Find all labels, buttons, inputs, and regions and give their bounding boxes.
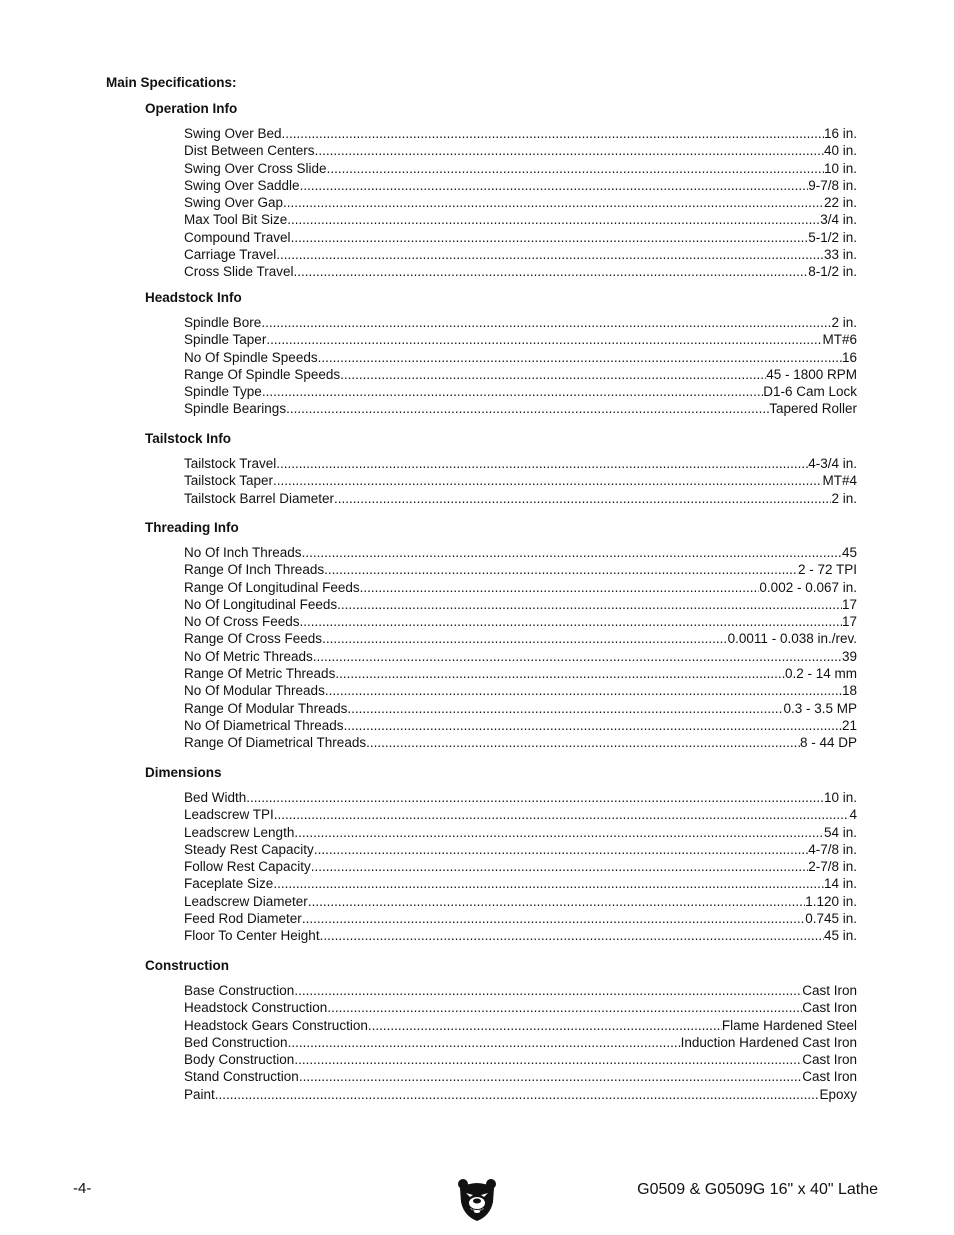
spec-value: 1.120 in. <box>805 893 857 909</box>
spec-value: 3/4 in. <box>820 212 857 228</box>
spec-section <box>145 100 857 281</box>
dot-leader <box>308 893 805 910</box>
spec-row <box>184 927 857 944</box>
spec-value: 10 in. <box>823 790 857 805</box>
spec-label: Swing Over Bed <box>184 126 282 141</box>
spec-label: No Of Diametrical Threads <box>184 717 344 733</box>
spec-label: Spindle Bore <box>184 315 262 330</box>
spec-label: Tailstock Taper <box>184 473 274 489</box>
spec-label: Headstock Gears Construction <box>184 1017 368 1033</box>
dot-leader <box>294 1051 802 1068</box>
dot-leader <box>368 1017 722 1034</box>
spec-row <box>184 858 857 875</box>
dot-leader <box>344 717 842 734</box>
spec-section <box>145 519 857 752</box>
spec-label: Range Of Longitudinal Feeds <box>184 579 360 595</box>
spec-label: Faceplate Size <box>184 876 274 892</box>
spec-label: Leadscrew Diameter <box>184 893 308 909</box>
dot-leader <box>347 700 783 717</box>
spec-label: Range Of Diametrical Threads <box>184 735 367 751</box>
spec-row <box>184 682 857 699</box>
spec-value: 45 in. <box>823 928 857 944</box>
spec-section <box>145 430 857 507</box>
dot-leader <box>294 263 809 280</box>
spec-value: Induction Hardened Cast Iron <box>680 1034 857 1050</box>
spec-label: Range Of Inch Threads <box>184 562 325 578</box>
spec-label: Spindle Bearings <box>184 401 287 417</box>
spec-label: No Of Longitudinal Feeds <box>184 596 338 612</box>
spec-row <box>184 875 857 892</box>
dot-leader <box>340 366 766 383</box>
spec-row <box>184 229 857 246</box>
dot-leader <box>314 841 808 858</box>
spec-row <box>184 717 857 734</box>
dot-leader <box>294 982 802 999</box>
spec-value: MT#4 <box>822 473 857 489</box>
dot-leader <box>300 177 809 194</box>
spec-row <box>184 472 857 489</box>
spec-label: Floor To Center Height <box>184 928 320 944</box>
spec-label: Stand Construction <box>184 1069 299 1085</box>
spec-row <box>184 142 857 159</box>
spec-label: Compound Travel <box>184 229 291 245</box>
spec-value: 22 in. <box>823 195 857 211</box>
section-title: Tailstock Info <box>145 431 232 446</box>
spec-value: 0.2 - 14 mm <box>784 666 857 682</box>
dot-leader <box>315 142 824 159</box>
spec-row <box>184 734 857 751</box>
dot-leader <box>320 927 824 944</box>
spec-value: Cast Iron <box>802 1000 857 1016</box>
spec-value: 17 <box>841 614 857 630</box>
spec-row <box>184 263 857 280</box>
spec-row <box>184 383 857 400</box>
dot-leader <box>291 229 809 246</box>
spec-row <box>184 561 857 578</box>
spec-label: Steady Rest Capacity <box>184 841 314 857</box>
spec-list <box>184 455 857 507</box>
spec-row <box>184 700 857 717</box>
spec-value: 2 in. <box>831 490 857 506</box>
spec-value: 4-7/8 in. <box>808 841 857 857</box>
spec-list <box>184 314 857 418</box>
dot-leader <box>360 579 760 596</box>
spec-value: 39 <box>841 648 857 664</box>
spec-row <box>184 194 857 211</box>
spec-row <box>184 544 857 561</box>
spec-value: MT#6 <box>822 332 857 348</box>
spec-value: 0.002 - 0.067 in. <box>759 579 857 595</box>
dot-leader <box>318 349 842 366</box>
dot-leader <box>276 246 824 263</box>
spec-list <box>184 982 857 1103</box>
spec-label: Follow Rest Capacity <box>184 859 311 875</box>
dot-leader <box>302 544 842 561</box>
spec-value: 33 in. <box>823 247 857 263</box>
spec-value: 0.745 in. <box>805 911 857 927</box>
spec-value: 8 - 44 DP <box>799 735 857 751</box>
spec-label: Range Of Spindle Speeds <box>184 366 341 382</box>
spec-value: Cast Iron <box>802 1069 857 1085</box>
spec-label: Bed Construction <box>184 1034 288 1050</box>
spec-section <box>145 764 857 945</box>
dot-leader <box>215 1086 820 1103</box>
spec-value: 5-1/2 in. <box>808 229 857 245</box>
spec-row <box>184 665 857 682</box>
spec-value: 45 - 1800 RPM <box>766 366 857 382</box>
spec-row <box>184 1068 857 1085</box>
spec-label: Bed Width <box>184 790 247 805</box>
spec-row <box>184 400 857 417</box>
dot-leader <box>286 400 769 417</box>
dot-leader <box>311 858 808 875</box>
spec-label: Tailstock Travel <box>184 456 277 471</box>
bear-head-logo-icon <box>457 1176 497 1222</box>
spec-value: D1-6 Cam Lock <box>763 384 857 400</box>
spec-section <box>145 289 857 418</box>
spec-value: 17 <box>841 596 857 612</box>
spec-list <box>184 544 857 752</box>
spec-row <box>184 455 857 472</box>
spec-row <box>184 349 857 366</box>
spec-value: Tapered Roller <box>769 401 857 417</box>
spec-value: 45 <box>841 545 857 560</box>
dot-leader <box>282 125 824 142</box>
spec-label: No Of Spindle Speeds <box>184 349 318 365</box>
main-specifications-heading: Main Specifications: <box>106 75 237 90</box>
spec-row <box>184 1034 857 1051</box>
spec-value: 4-3/4 in. <box>808 456 857 471</box>
spec-label: Swing Over Cross Slide <box>184 160 327 176</box>
dot-leader <box>334 490 831 507</box>
page-number: -4- <box>73 1180 92 1197</box>
dot-leader <box>324 561 798 578</box>
spec-row <box>184 177 857 194</box>
dot-leader <box>366 734 800 751</box>
dot-leader <box>262 383 763 400</box>
spec-value: 21 <box>841 717 857 733</box>
spec-value: Cast Iron <box>802 983 857 998</box>
spec-value: 9-7/8 in. <box>808 177 857 193</box>
spec-value: 4 <box>849 807 857 823</box>
spec-label: No Of Cross Feeds <box>184 614 300 630</box>
spec-row <box>184 630 857 647</box>
section-title: Dimensions <box>145 765 222 780</box>
dot-leader <box>273 472 822 489</box>
spec-row <box>184 211 857 228</box>
spec-value: 16 in. <box>823 126 857 141</box>
dot-leader <box>266 331 822 348</box>
spec-value: Epoxy <box>819 1086 857 1102</box>
spec-value: 40 in. <box>823 143 857 159</box>
spec-label: Paint <box>184 1086 215 1102</box>
spec-value: 0.0011 - 0.038 in./rev. <box>727 631 857 647</box>
spec-label: Cross Slide Travel <box>184 264 294 280</box>
spec-label: Swing Over Saddle <box>184 177 300 193</box>
spec-row <box>184 648 857 665</box>
spec-value: 2-7/8 in. <box>808 859 857 875</box>
dot-leader <box>335 665 785 682</box>
spec-label: Dist Between Centers <box>184 143 315 159</box>
spec-label: Spindle Taper <box>184 332 267 348</box>
spec-value: 2 in. <box>831 315 857 330</box>
dot-leader <box>325 682 842 699</box>
spec-row <box>184 613 857 630</box>
spec-row <box>184 982 857 999</box>
spec-label: No Of Inch Threads <box>184 545 302 560</box>
spec-row <box>184 596 857 613</box>
spec-label: Leadscrew Length <box>184 824 295 840</box>
spec-label: No Of Metric Threads <box>184 648 313 664</box>
spec-row <box>184 910 857 927</box>
dot-leader <box>283 194 824 211</box>
spec-row <box>184 490 857 507</box>
spec-label: Range Of Modular Threads <box>184 700 348 716</box>
dot-leader <box>273 875 824 892</box>
spec-value: 54 in. <box>823 824 857 840</box>
spec-label: Headstock Construction <box>184 1000 328 1016</box>
spec-value: 8-1/2 in. <box>808 264 857 280</box>
dot-leader <box>313 648 842 665</box>
section-title: Operation Info <box>145 101 238 116</box>
spec-list <box>184 125 857 281</box>
dot-leader <box>337 596 842 613</box>
spec-label: Max Tool Bit Size <box>184 212 288 228</box>
spec-label: Base Construction <box>184 983 295 998</box>
dot-leader <box>288 1034 681 1051</box>
spec-section <box>145 957 857 1103</box>
section-title: Threading Info <box>145 520 239 535</box>
spec-value: 16 <box>841 349 857 365</box>
dot-leader <box>327 160 824 177</box>
spec-label: Feed Rod Diameter <box>184 911 302 927</box>
spec-row <box>184 125 857 142</box>
spec-value: 14 in. <box>823 876 857 892</box>
spec-label: Body Construction <box>184 1052 295 1068</box>
dot-leader <box>300 613 842 630</box>
spec-label: Range Of Cross Feeds <box>184 631 323 647</box>
dot-leader <box>299 1068 802 1085</box>
spec-row <box>184 331 857 348</box>
spec-value: Flame Hardened Steel <box>721 1017 857 1033</box>
section-title: Construction <box>145 958 229 973</box>
spec-label: Tailstock Barrel Diameter <box>184 490 335 506</box>
dot-leader <box>322 630 728 647</box>
section-title: Headstock Info <box>145 290 242 305</box>
spec-row <box>184 579 857 596</box>
spec-row <box>184 806 857 823</box>
spec-label: No Of Modular Threads <box>184 683 325 699</box>
spec-row <box>184 1017 857 1034</box>
spec-value: 2 - 72 TPI <box>797 562 857 578</box>
spec-value: 10 in. <box>823 160 857 176</box>
dot-leader <box>276 455 808 472</box>
spec-value: 0.3 - 3.5 MP <box>783 700 857 716</box>
dot-leader <box>287 211 820 228</box>
spec-label: Leadscrew TPI <box>184 807 274 823</box>
spec-value: 18 <box>841 683 857 699</box>
document-title: G0509 & G0509G 16" x 40" Lathe <box>637 1181 878 1198</box>
dot-leader <box>274 806 850 823</box>
spec-row <box>184 999 857 1016</box>
spec-row <box>184 893 857 910</box>
dot-leader <box>294 824 824 841</box>
spec-row <box>184 314 857 331</box>
spec-row <box>184 160 857 177</box>
spec-label: Spindle Type <box>184 384 262 400</box>
spec-row <box>184 841 857 858</box>
spec-row <box>184 824 857 841</box>
spec-label: Swing Over Gap <box>184 195 284 211</box>
dot-leader <box>246 789 824 806</box>
spec-row <box>184 1086 857 1103</box>
spec-list <box>184 789 857 945</box>
dot-leader <box>261 314 831 331</box>
spec-row <box>184 366 857 383</box>
spec-label: Range Of Metric Threads <box>184 666 336 682</box>
spec-row <box>184 246 857 263</box>
spec-row <box>184 1051 857 1068</box>
dot-leader <box>302 910 805 927</box>
spec-label: Carriage Travel <box>184 247 277 263</box>
spec-row <box>184 789 857 806</box>
spec-value: Cast Iron <box>802 1052 857 1068</box>
dot-leader <box>327 999 802 1016</box>
